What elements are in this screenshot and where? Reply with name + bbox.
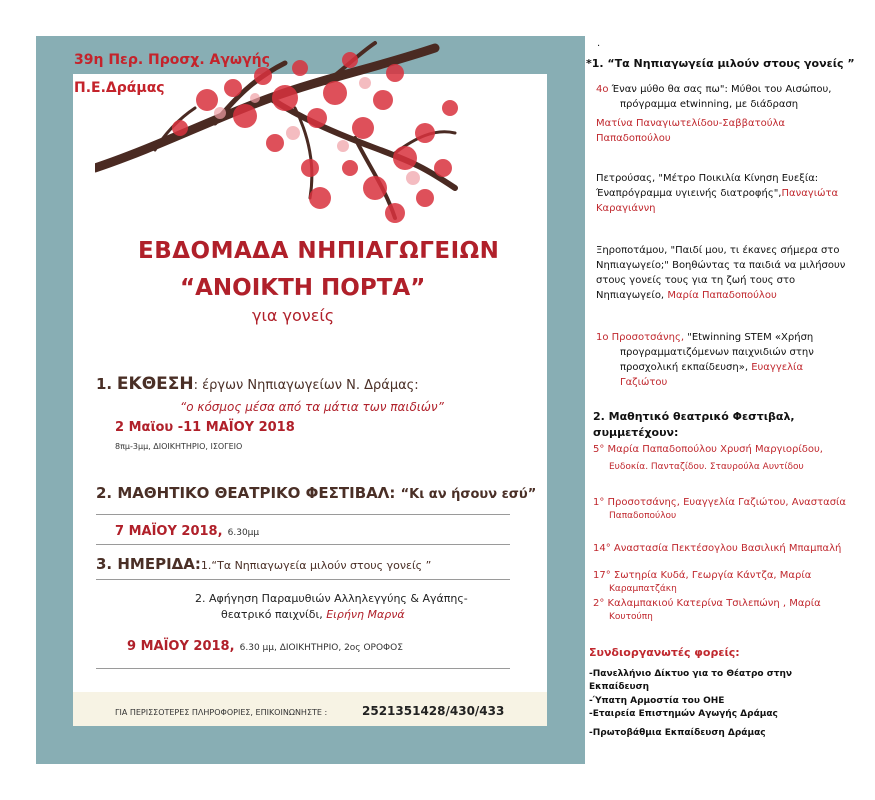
item2-number: 2. — [96, 484, 113, 502]
item3-sub2-name: Ειρήνη Μαρνά — [326, 608, 405, 621]
poster-for-parents: για γονείς — [252, 306, 335, 325]
item1-number: 1. — [96, 375, 113, 393]
entry4-line3 — [620, 362, 803, 373]
partner-line-4: -Εταιρεία Επιστημών Αγωγής Δράμας — [589, 709, 778, 719]
item3-details: 6.30 μμ, ΔΙΟΙΚΗΤΗΡΙΟ, 2ος ΟΡΟΦΟΣ — [239, 643, 403, 653]
festival4-line2: Καραμπατζάκη — [609, 584, 677, 594]
poster-subtitle: “ΑΝΟΙΚΤΗ ΠΟΡΤΑ” — [180, 275, 426, 301]
festival1-line2: Ευδοκία. Πανταζίδου. Σταυρούλα Αυντίδου — [609, 462, 804, 472]
item3-sub2-line2 — [221, 608, 405, 621]
item3-divider-top — [96, 579, 510, 580]
entry1-prefix: 4ο — [596, 84, 609, 95]
poster-title: ΕΒΔΟΜΑΔΑ ΝΗΠΙΑΓΩΓΕΙΩΝ — [138, 238, 500, 264]
item3-heading: ΗΜΕΡΙΔΑ: — [117, 555, 201, 573]
entry4-text3: προσχολική εκπαίδευση», — [620, 362, 749, 373]
entry4-line2: προγραμματιζόμενων παιχνιδιών στην — [620, 347, 814, 358]
item1-text: : έργων Νηπιαγωγείων Ν. Δράμας: — [193, 378, 419, 393]
footer-phone: 2521351428/430/433 — [362, 704, 505, 718]
festival5-line1: 2° Καλαμπακιού Κατερίνα Τσιλεπώνη , Μαρία — [593, 598, 821, 609]
entry3-line1: Ξηροποτάμου, "Παιδί μου, τι έκανες σήμερα στο — [596, 245, 840, 256]
item2-divider-bottom — [96, 544, 510, 545]
entry1-names1: Ματίνα Παναγιωτελίδου-Σαββατούλα — [596, 118, 786, 129]
item2-time: 6.30μμ — [227, 528, 260, 538]
org-name-line2: Π.Ε.Δράμας — [74, 80, 165, 96]
entry3-line4 — [596, 290, 777, 301]
entry4-name1: Ευαγγελία — [751, 362, 804, 373]
entry2-line2 — [596, 188, 838, 199]
entry4-name2: Γαζιώτου — [620, 377, 668, 388]
item1-heading-line — [96, 374, 419, 394]
entry2-line1: Πετρούσας, "Μέτρο Ποικιλία Κίνηση Ευεξία: — [596, 173, 819, 184]
partners-title: Συνδιοργανωτές φορείς: — [589, 646, 740, 659]
section2-title1: 2. Μαθητικό θεατρικό Φεστιβαλ, — [593, 410, 795, 423]
item3-divider-bottom — [96, 668, 510, 669]
item1-dates: 2 Μαϊου -11 ΜΑΪΟΥ 2018 — [115, 420, 295, 435]
festival1-line1: 5° Μαρία Παπαδοπούλου Χρυσή Μαργιορίδου, — [593, 444, 823, 455]
section1-title: *1. “Τα Νηπιαγωγεία μιλούν στους γονείς ” — [586, 57, 855, 70]
item3-date-line — [127, 635, 403, 654]
entry1-line2: πρόγραμμα etwinning, με διάδραση — [620, 99, 799, 110]
festival3-line1: 14° Αναστασία Πεκτέσογλου Βασιλική Μπαμπαλή — [593, 543, 842, 554]
entry4-line1 — [596, 332, 813, 343]
entry3-line3: στους γονείς τους για τη ζωή τους στο — [596, 275, 796, 286]
item1-quote: “ο κόσμος μέσα από τα μάτια των παιδιών” — [180, 400, 444, 414]
entry3-line2: Νηπιαγωγείο;" Βοηθώντας τα παιδιά να μιλήσουν — [596, 260, 846, 271]
stray-dot: . — [597, 38, 601, 49]
entry3-name: Μαρία Παπαδοπούλου — [667, 290, 777, 301]
item2-divider-top — [96, 514, 510, 515]
item2-heading: ΜΑΘΗΤΙΚΟ ΘΕΑΤΡΙΚΟ ΦΕΣΤΙΒΑΛ: — [117, 484, 396, 502]
entry1-names2: Παπαδοπούλου — [596, 133, 671, 144]
entry2-text: Έναπρόγραμμα υγιεινής διατροφής", — [596, 188, 782, 199]
item2-date-line — [115, 520, 259, 539]
entry2-name-inline: Παναγιώτα — [781, 188, 839, 199]
item3-heading-line — [96, 555, 431, 573]
partner-line-3: -Ύπατη Αρμοστία του ΟΗΕ — [589, 696, 725, 706]
item3-sub2-text: θεατρικό παιχνίδι, — [221, 608, 323, 621]
entry2-name2: Καραγιάννη — [596, 203, 656, 214]
item2-quote: “Κι αν ήσουν εσύ” — [400, 487, 537, 502]
entry1-line1 — [596, 84, 831, 95]
item2-date: 7 ΜΑΪΟΥ 2018, — [115, 524, 223, 539]
item1-heading: ΕΚΘΕΣΗ — [116, 374, 194, 394]
festival4-line1: 17° Σωτηρία Κυδά, Γεωργία Κάντζα, Μαρία — [593, 570, 812, 581]
partner-line-5: -Πρωτοβάθμια Εκπαίδευση Δράμας — [589, 728, 766, 738]
festival5-line2: Κουτούπη — [609, 612, 653, 622]
item3-date: 9 ΜΑΪΟΥ 2018, — [127, 639, 235, 654]
footer-label: ΓΙΑ ΠΕΡΙΣΣΟΤΕΡΕΣ ΠΛΗΡΟΦΟΡΙΕΣ, ΕΠΙΚΟΙΝΩΝΗΣΤΕ : — [115, 708, 328, 717]
item3-number: 3. — [96, 555, 113, 573]
item1-hours: 8πμ-3μμ, ΔΙΟΙΚΗΤΗΡΙΟ, ΙΣΟΓΕΙΟ — [115, 442, 243, 451]
blossom-branch-illustration — [95, 38, 470, 243]
partner-line-1: -Πανελλήνιο Δίκτυο για το Θέατρο στην — [589, 669, 792, 679]
item3-sub2-line1: 2. Αφήγηση Παραμυθιών Αλληλεγγύης & Αγάπης- — [195, 592, 468, 605]
org-name-line1: 39η Περ. Προσχ. Αγωγής — [74, 52, 270, 68]
entry1-text1: Έναν μύθο θα σας πω": Μύθοι του Αισώπου, — [611, 84, 832, 95]
item3-sub1: 1.“Τα Νηπιαγωγεία μιλούν στους γονείς ” — [200, 559, 432, 572]
entry4-prefix: 1ο Προσοτσάνης, — [596, 332, 685, 343]
entry3-text4: Νηπιαγωγείο, — [596, 290, 665, 301]
partner-line-2: Εκπαίδευση — [589, 682, 650, 692]
item2-heading-line — [96, 484, 536, 502]
section2-title2: συμμετέχουν: — [593, 426, 679, 439]
festival2-line2: Παπαδοπούλου — [609, 511, 677, 521]
festival2-line1: 1° Προσοτσάνης, Ευαγγελία Γαζιώτου, Αναστασία — [593, 497, 847, 508]
entry4-text1: "Etwinning STEM «Χρήση — [687, 332, 814, 343]
